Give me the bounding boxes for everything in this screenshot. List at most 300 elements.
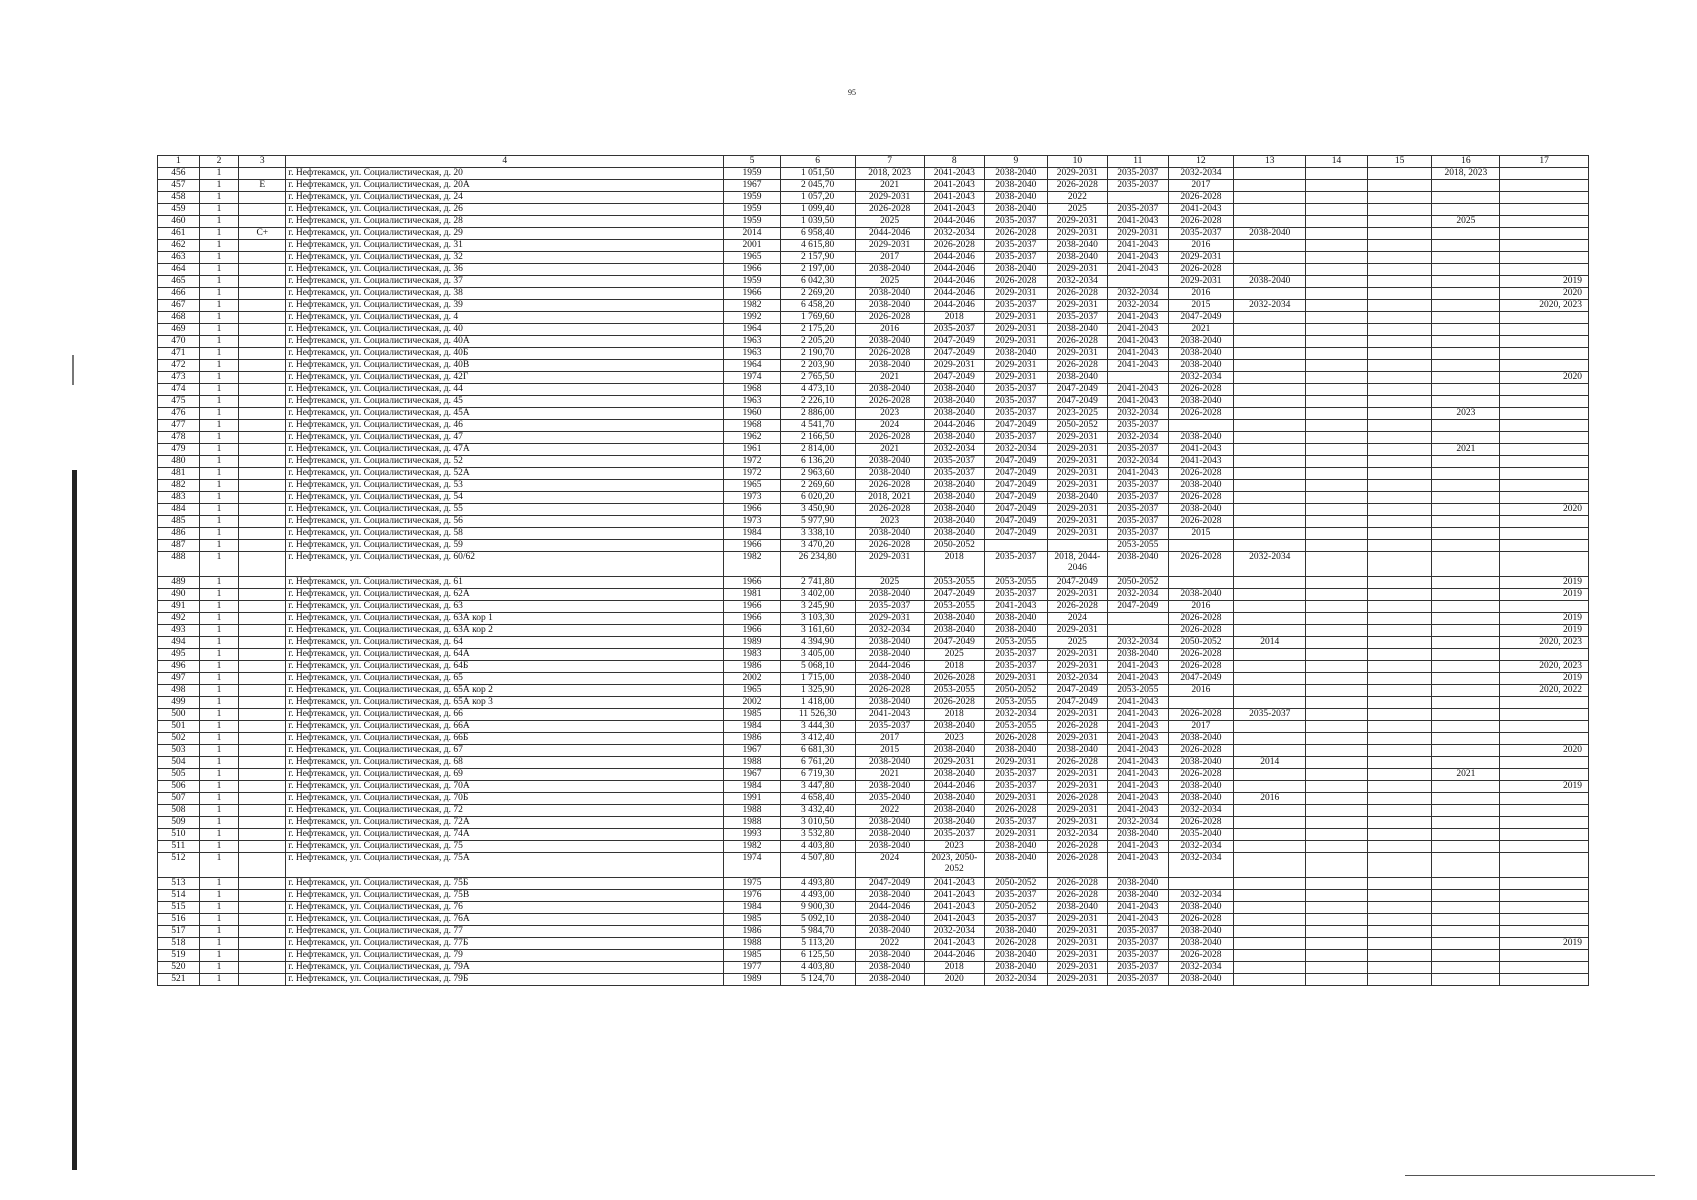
table-cell [1234,252,1306,264]
table-row [158,974,1589,986]
table-cell [1367,396,1432,408]
table-cell: 2029-2031 [1047,661,1107,673]
table-cell: 3 245,90 [780,601,855,613]
table-cell: 2041-2043 [1108,769,1168,781]
table-cell [1306,793,1368,805]
table-cell: 1 [199,709,239,721]
table-cell: 2050-2052 [1168,637,1234,649]
table-cell: 2035-2037 [1108,962,1168,974]
address-cell: г. Нефтекамск, ул. Социалистическая, д. 40Б [286,348,724,360]
table-cell: 2038-2040 [1168,360,1234,372]
table-cell [1306,324,1368,336]
table-cell [239,252,286,264]
table-cell: 2035-2037 [1108,420,1168,432]
table-cell: 1 [199,276,239,288]
table-cell [1500,853,1589,878]
table-cell: 2032-2034 [1108,637,1168,649]
table-cell [1432,914,1500,926]
table-cell: 5 092,10 [780,914,855,926]
table-cell [1432,360,1500,372]
table-cell: 2026-2028 [1168,492,1234,504]
table-cell [1234,974,1306,986]
table-cell [239,264,286,276]
table-cell [1500,228,1589,240]
table-cell: 1984 [724,781,780,793]
table-cell: 2026-2028 [855,312,924,324]
table-cell [1306,577,1368,589]
table-cell [239,962,286,974]
table-cell: 2038-2040 [855,528,924,540]
table-cell [239,805,286,817]
table-cell: 2044-2046 [855,902,924,914]
table-cell [1432,456,1500,468]
table-cell: 504 [158,757,200,769]
address-cell: г. Нефтекамск, ул. Социалистическая, д. 24 [286,192,724,204]
table-cell [1367,528,1432,540]
table-cell: 2026-2028 [855,396,924,408]
table-cell: 2047-2049 [924,336,984,348]
table-cell: 492 [158,613,200,625]
table-row [158,769,1589,781]
table-cell [1500,384,1589,396]
table-row [158,408,1589,420]
table-cell [1432,192,1500,204]
table-cell [1367,950,1432,962]
table-cell [1306,228,1368,240]
table-cell: 2038-2040 [924,613,984,625]
table-cell: 2038-2040 [1047,252,1107,264]
table-cell [1432,324,1500,336]
table-cell: 1961 [724,444,780,456]
table-cell: 456 [158,168,200,180]
table-cell: 2035-2037 [985,769,1048,781]
table-cell [239,516,286,528]
table-cell: 1984 [724,902,780,914]
table-cell: 2041-2043 [1108,216,1168,228]
address-cell: г. Нефтекамск, ул. Социалистическая, д. 52 [286,456,724,468]
table-cell: 1 [199,204,239,216]
address-cell: г. Нефтекамск, ул. Социалистическая, д. 64 [286,637,724,649]
table-cell: 500 [158,709,200,721]
table-cell: 5 984,70 [780,926,855,938]
table-row [158,685,1589,697]
table-cell [1367,216,1432,228]
table-cell: 1 [199,697,239,709]
table-cell [1432,878,1500,890]
table-cell [1306,613,1368,625]
table-cell [239,528,286,540]
table-cell: 1 [199,360,239,372]
address-cell: г. Нефтекамск, ул. Социалистическая, д. 70А [286,781,724,793]
column-number-cell: 1 [158,156,200,168]
scan-margin-mark [72,355,74,385]
table-cell: 472 [158,360,200,372]
table-cell [1500,649,1589,661]
table-cell [1500,890,1589,902]
table-cell [1234,312,1306,324]
table-cell: С+ [239,228,286,240]
table-cell [1306,456,1368,468]
table-cell [1234,697,1306,709]
table-cell: 2038-2040 [1047,492,1107,504]
table-cell: 3 447,80 [780,781,855,793]
table-cell: 2023 [855,408,924,420]
table-cell: 2047-2049 [985,420,1048,432]
table-cell: 2035-2037 [1108,504,1168,516]
table-cell: 1 [199,805,239,817]
table-cell: 2047-2049 [1168,673,1234,685]
table-cell: 1974 [724,853,780,878]
table-cell: 510 [158,829,200,841]
table-cell: 1 [199,914,239,926]
table-cell: 2026-2028 [1168,817,1234,829]
table-cell [1367,444,1432,456]
address-cell: г. Нефтекамск, ул. Социалистическая, д. 59 [286,540,724,552]
table-cell: 1 [199,841,239,853]
table-cell: 3 405,00 [780,649,855,661]
address-cell: г. Нефтекамск, ул. Социалистическая, д. 69 [286,769,724,781]
table-cell [1367,613,1432,625]
table-cell [1367,540,1432,552]
table-cell: 2014 [724,228,780,240]
table-cell [239,492,286,504]
table-cell: 2038-2040 [1234,228,1306,240]
table-cell: 2032-2034 [924,444,984,456]
table-cell [239,396,286,408]
table-cell [1500,468,1589,480]
table-cell: 1 [199,252,239,264]
table-cell: 2038-2040 [924,432,984,444]
table-cell: 2032-2034 [985,444,1048,456]
table-cell: 1 [199,745,239,757]
table-cell: 2038-2040 [985,745,1048,757]
table-cell: 2022 [855,938,924,950]
table-cell [239,902,286,914]
table-cell: 2041-2043 [1108,745,1168,757]
table-cell [1367,841,1432,853]
table-cell [1306,420,1368,432]
table-cell: 1966 [724,577,780,589]
table-cell [1432,974,1500,986]
table-cell [1367,661,1432,673]
table-cell [239,456,286,468]
table-cell [1234,336,1306,348]
table-cell [1367,757,1432,769]
table-cell: 479 [158,444,200,456]
table-cell [1367,649,1432,661]
table-cell: 1982 [724,841,780,853]
table-cell [1234,673,1306,685]
column-number-cell: 7 [855,156,924,168]
table-row [158,601,1589,613]
table-cell [1367,372,1432,384]
table-cell: 2038-2040 [1168,793,1234,805]
table-cell: 2026-2028 [985,938,1048,950]
table-cell: 2026-2028 [1047,360,1107,372]
table-cell: 2035-2037 [985,252,1048,264]
table-cell: 2016 [1234,793,1306,805]
table-cell: 2029-2031 [1047,709,1107,721]
table-cell: 2014 [1234,757,1306,769]
table-cell: 6 125,50 [780,950,855,962]
table-cell [1306,709,1368,721]
table-cell [1234,372,1306,384]
table-row [158,192,1589,204]
table-cell: 2029-2031 [985,360,1048,372]
table-cell: 2024 [1047,613,1107,625]
table-cell: 1989 [724,974,780,986]
table-cell: 498 [158,685,200,697]
table-cell: 2041-2043 [924,890,984,902]
address-cell: г. Нефтекамск, ул. Социалистическая, д. 45А [286,408,724,420]
table-cell [1432,709,1500,721]
table-cell: 2032-2034 [1108,432,1168,444]
table-row [158,817,1589,829]
table-cell [1500,733,1589,745]
table-cell [1306,432,1368,444]
table-cell: 2021 [1168,324,1234,336]
table-row [158,312,1589,324]
table-cell: 2026-2028 [1047,890,1107,902]
table-cell: 1988 [724,757,780,769]
table-cell: 2026-2028 [1168,468,1234,480]
table-cell [239,324,286,336]
table-cell: 2029-2031 [1047,456,1107,468]
table-cell [1367,432,1432,444]
table-cell [1306,204,1368,216]
table-cell [239,673,286,685]
table-cell [1500,914,1589,926]
table-cell [1500,962,1589,974]
table-cell [1500,252,1589,264]
table-cell: 2044-2046 [855,228,924,240]
table-cell: 2041-2043 [924,878,984,890]
table-cell: 2020 [1500,372,1589,384]
table-cell: 2038-2040 [1168,336,1234,348]
table-cell [1234,180,1306,192]
table-cell [1306,240,1368,252]
table-cell: 467 [158,300,200,312]
table-cell [1432,625,1500,637]
table-cell: 2041-2043 [1108,360,1168,372]
table-cell: 2026-2028 [1047,601,1107,613]
table-cell [1367,516,1432,528]
table-cell: 1 [199,444,239,456]
table-cell [1234,733,1306,745]
table-cell: 2044-2046 [924,276,984,288]
table-cell: 2018, 2044-2046 [1047,552,1107,577]
table-cell: 1 [199,540,239,552]
table-cell: 2019 [1500,625,1589,637]
table-cell: 4 507,80 [780,853,855,878]
address-cell: г. Нефтекамск, ул. Социалистическая, д. 39 [286,300,724,312]
table-cell: 2029-2031 [1047,504,1107,516]
table-row [158,853,1589,878]
table-row [158,733,1589,745]
table-cell [1108,192,1168,204]
table-cell: 2016 [855,324,924,336]
table-cell: 470 [158,336,200,348]
table-cell: 465 [158,276,200,288]
table-cell: 489 [158,577,200,589]
table-cell: 1 [199,324,239,336]
table-cell: 1983 [724,649,780,661]
table-cell [1500,974,1589,986]
table-cell: 11 526,30 [780,709,855,721]
table-cell [239,914,286,926]
table-cell [239,420,286,432]
table-cell: 481 [158,468,200,480]
table-cell: 505 [158,769,200,781]
table-cell [1367,914,1432,926]
table-cell: 486 [158,528,200,540]
table-cell: 4 541,70 [780,420,855,432]
table-cell: 2038-2040 [1047,324,1107,336]
table-cell: 2002 [724,697,780,709]
table-cell: 1 [199,902,239,914]
table-row [158,938,1589,950]
table-cell: 2038-2040 [1168,974,1234,986]
table-cell: 503 [158,745,200,757]
table-cell: 2029-2031 [855,192,924,204]
table-cell: 2041-2043 [1108,757,1168,769]
table-cell: 2018 [924,962,984,974]
table-cell: 1977 [724,962,780,974]
table-row [158,745,1589,757]
table-cell [1234,264,1306,276]
table-cell: 2035-2037 [985,432,1048,444]
table-cell: 2038-2040 [985,204,1048,216]
table-cell: 1 [199,926,239,938]
table-row [158,540,1589,552]
table-cell: 1 325,90 [780,685,855,697]
table-cell: 1 [199,673,239,685]
table-row [158,264,1589,276]
table-row [158,516,1589,528]
table-cell [239,709,286,721]
table-cell: 2041-2043 [1108,709,1168,721]
table-cell [1500,216,1589,228]
table-cell: 2020, 2023 [1500,661,1589,673]
table-row [158,673,1589,685]
table-cell [1367,793,1432,805]
table-cell [1306,360,1368,372]
address-cell: г. Нефтекамск, ул. Социалистическая, д. 47А [286,444,724,456]
table-cell: 2015 [1168,528,1234,540]
table-cell: 1976 [724,890,780,902]
table-cell: 2035-2037 [1108,480,1168,492]
table-cell [1108,625,1168,637]
table-cell: 2019 [1500,276,1589,288]
table-cell: 2029-2031 [1047,348,1107,360]
table-cell: 1959 [724,192,780,204]
table-cell: 6 681,30 [780,745,855,757]
column-number-cell: 11 [1108,156,1168,168]
table-cell [1234,288,1306,300]
table-cell [1306,661,1368,673]
table-cell: 2038-2040 [924,504,984,516]
table-cell: 2035-2037 [924,456,984,468]
table-cell [1108,613,1168,625]
table-cell [1234,817,1306,829]
table-cell [239,757,286,769]
table-cell: 2029-2031 [985,372,1048,384]
table-cell: 2053-2055 [985,577,1048,589]
table-cell [1432,962,1500,974]
table-cell [1306,300,1368,312]
table-cell: 1968 [724,420,780,432]
table-row [158,324,1589,336]
table-cell [1168,540,1234,552]
table-row [158,577,1589,589]
table-cell: 2026-2028 [1168,950,1234,962]
table-cell [1432,528,1500,540]
table-cell [1500,240,1589,252]
table-cell: 508 [158,805,200,817]
table-cell [1367,240,1432,252]
table-cell [1234,589,1306,601]
table-cell: 2035-2037 [1108,528,1168,540]
table-cell: 2029-2031 [1047,432,1107,444]
table-cell [1500,312,1589,324]
address-cell: г. Нефтекамск, ул. Социалистическая, д. 75 [286,841,724,853]
table-cell: 1963 [724,396,780,408]
table-row [158,504,1589,516]
table-cell [1234,769,1306,781]
table-cell [1306,914,1368,926]
table-cell: 2047-2049 [985,468,1048,480]
table-cell [1234,902,1306,914]
table-cell: 1 [199,396,239,408]
table-cell: 2041-2043 [924,192,984,204]
address-cell: г. Нефтекамск, ул. Социалистическая, д. 40 [286,324,724,336]
table-cell: 2035-2037 [985,240,1048,252]
table-cell [1432,384,1500,396]
table-cell [1306,745,1368,757]
table-cell: 2041-2043 [1108,805,1168,817]
table-cell: 1966 [724,504,780,516]
table-cell: 516 [158,914,200,926]
table-cell: 2026-2028 [924,697,984,709]
table-cell: 2 203,90 [780,360,855,372]
table-cell: 6 020,20 [780,492,855,504]
table-cell: 459 [158,204,200,216]
table-cell: 2021 [855,180,924,192]
table-cell [1432,348,1500,360]
table-row [158,168,1589,180]
table-cell: 2026-2028 [855,685,924,697]
table-cell [1234,841,1306,853]
table-cell [239,504,286,516]
table-cell: 2041-2043 [1108,673,1168,685]
table-cell: 2044-2046 [924,264,984,276]
table-cell: 2015 [855,745,924,757]
table-cell: 2041-2043 [1108,697,1168,709]
table-cell [1306,589,1368,601]
column-number-cell: 12 [1168,156,1234,168]
table-cell: 2018 [924,661,984,673]
table-cell: 1989 [724,637,780,649]
table-cell: 1 [199,552,239,577]
table-cell [1367,577,1432,589]
address-cell: г. Нефтекамск, ул. Социалистическая, д. 40А [286,336,724,348]
table-cell: 1 715,00 [780,673,855,685]
table-cell: 1 [199,733,239,745]
table-cell [1306,649,1368,661]
table-cell [239,685,286,697]
address-cell: г. Нефтекамск, ул. Социалистическая, д. 54 [286,492,724,504]
table-cell: 2017 [1168,721,1234,733]
